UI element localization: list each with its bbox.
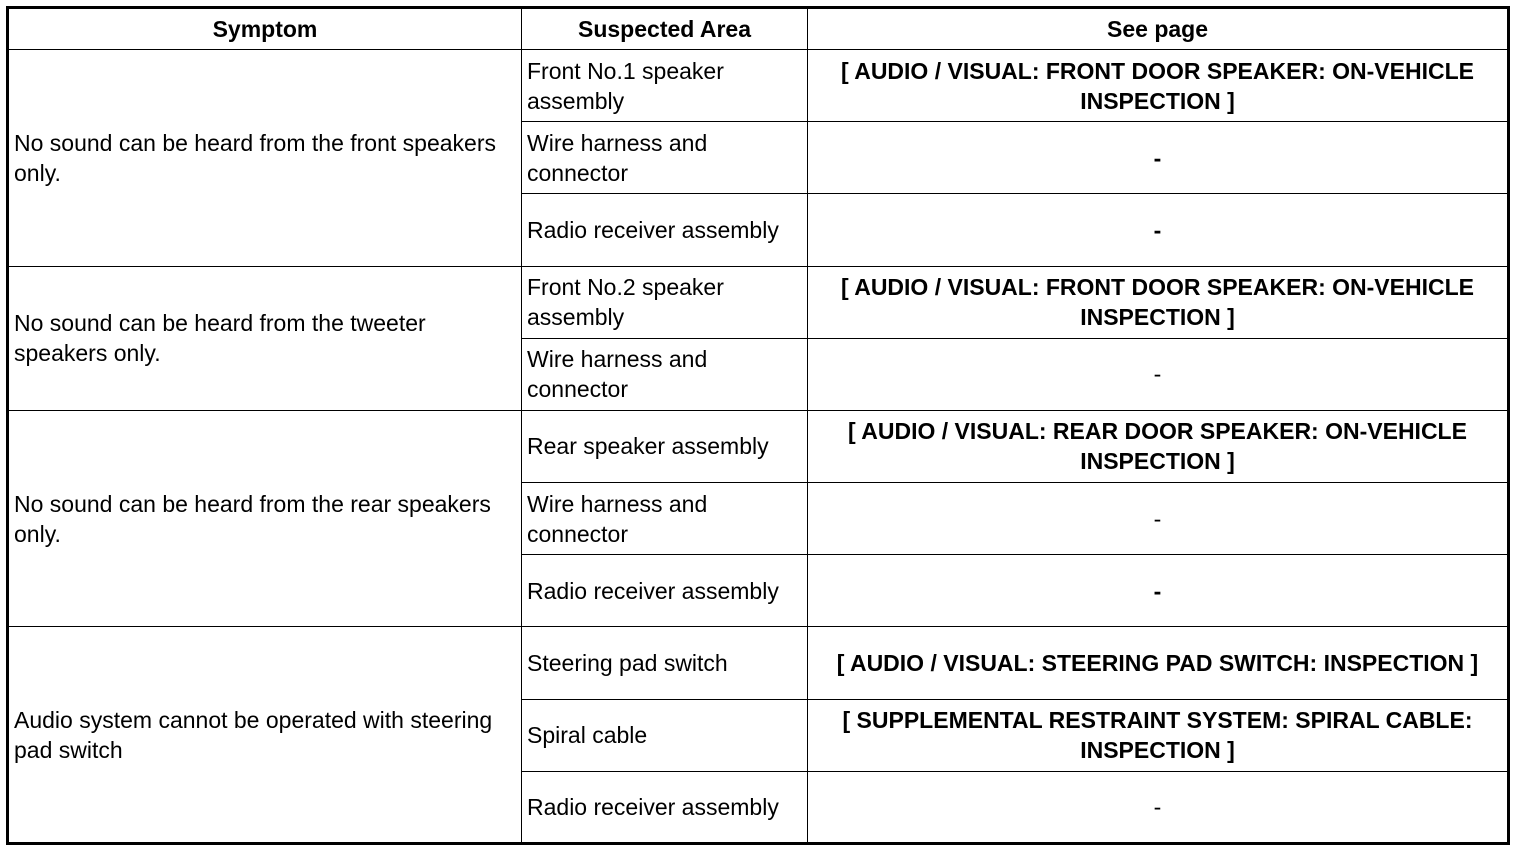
see-page-link[interactable]: [ AUDIO / VISUAL: FRONT DOOR SPEAKER: ON-VEHICLE INSPECTION ] [808,266,1509,338]
troubleshooting-table [6,6,1510,845]
symptom-cell: No sound can be heard from the rear speakers only. [8,410,522,627]
table-row [8,50,1509,122]
see-page-cell: - [808,122,1509,194]
header-suspected-area: Suspected Area [522,8,808,50]
header-symptom: Symptom [8,8,522,50]
header-see-page: See page [808,8,1509,50]
symptom-cell: Audio system cannot be operated with steering pad switch [8,627,522,844]
suspected-area-cell: Wire harness and connector [522,122,808,194]
see-page-link[interactable]: [ AUDIO / VISUAL: REAR DOOR SPEAKER: ON-VEHICLE INSPECTION ] [808,410,1509,482]
suspected-area-cell: Wire harness and connector [522,338,808,410]
see-page-link[interactable]: [ AUDIO / VISUAL: FRONT DOOR SPEAKER: ON-VEHICLE INSPECTION ] [808,50,1509,122]
symptom-cell: No sound can be heard from the tweeter speakers only. [8,266,522,410]
table-row [8,627,1509,699]
suspected-area-cell: Radio receiver assembly [522,194,808,266]
suspected-area-cell: Front No.2 speaker assembly [522,266,808,338]
suspected-area-cell: Radio receiver assembly [522,771,808,843]
table-header-row [8,8,1509,50]
suspected-area-cell: Rear speaker assembly [522,410,808,482]
table-row [8,266,1509,338]
see-page-link[interactable]: [ SUPPLEMENTAL RESTRAINT SYSTEM: SPIRAL CABLE: INSPECTION ] [808,699,1509,771]
see-page-cell: - [808,555,1509,627]
suspected-area-cell: Spiral cable [522,699,808,771]
suspected-area-cell: Steering pad switch [522,627,808,699]
see-page-cell: - [808,338,1509,410]
see-page-cell: - [808,483,1509,555]
see-page-cell: - [808,771,1509,843]
table-row [8,410,1509,482]
suspected-area-cell: Radio receiver assembly [522,555,808,627]
suspected-area-cell: Front No.1 speaker assembly [522,50,808,122]
suspected-area-cell: Wire harness and connector [522,483,808,555]
symptom-cell: No sound can be heard from the front speakers only. [8,50,522,267]
see-page-link[interactable]: [ AUDIO / VISUAL: STEERING PAD SWITCH: INSPECTION ] [808,627,1509,699]
see-page-cell: - [808,194,1509,266]
